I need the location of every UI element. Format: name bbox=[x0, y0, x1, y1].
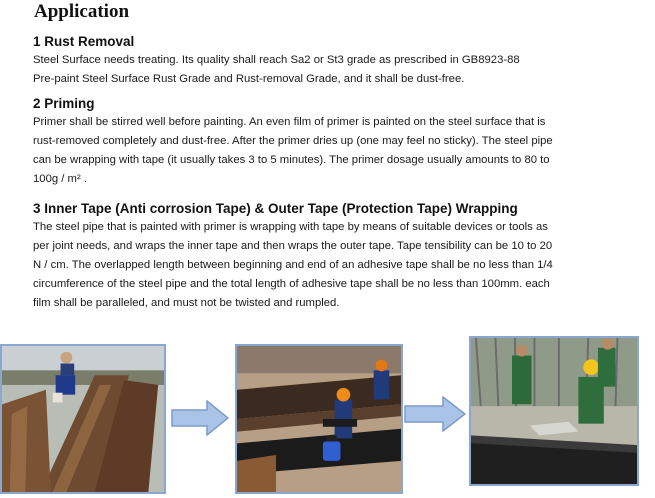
paragraph-line: per joint needs, and wraps the inner tape and then wraps the outer tape. Tape tensibility can be 10 to 20 bbox=[33, 240, 553, 252]
paragraph-line: circumference of the steel pipe and the total length of adhesive tape shall be no less than 100mm. each bbox=[33, 278, 550, 290]
paragraph-line: Pre-paint Steel Surface Rust Grade and Rust-removal Grade, and it shall be dust-free. bbox=[33, 73, 465, 85]
page-title: Application bbox=[34, 1, 130, 22]
paragraph-line: The steel pipe that is painted with primer is wrapping with tape by means of suitable devices or tools as bbox=[33, 221, 548, 233]
arrow-right-icon bbox=[404, 396, 466, 432]
wrapping-photo bbox=[469, 336, 639, 486]
paragraph-line: N / cm. The overlapped length between beginning and end of an adhesive tape shall be no less than 1/4 bbox=[33, 259, 553, 271]
section-heading: 3 Inner Tape (Anti corrosion Tape) & Outer Tape (Protection Tape) Wrapping bbox=[33, 201, 518, 216]
priming-photo bbox=[235, 344, 403, 494]
paragraph-line: can be wrapping with tape (it usually takes 3 to 5 minutes). The primer dosage usually amounts to 80 to bbox=[33, 154, 550, 166]
section-heading: 2 Priming bbox=[33, 96, 95, 111]
rust-removal-photo bbox=[0, 344, 166, 494]
arrow-right-icon bbox=[171, 400, 229, 436]
section-rust-removal bbox=[33, 33, 593, 89]
section-heading: 1 Rust Removal bbox=[33, 34, 135, 49]
section-priming bbox=[33, 95, 593, 189]
section-tape-wrapping bbox=[33, 200, 593, 313]
paragraph-line: 100g / m² . bbox=[33, 173, 87, 185]
paragraph-line: Primer shall be stirred well before painting. An even film of primer is painted on the steel surface that is bbox=[33, 116, 546, 128]
paragraph-line: film shall be paralleled, and must not be twisted and rumpled. bbox=[33, 297, 340, 309]
paragraph-line: rust-removed completely and dust-free. After the primer dries up (one may feel no sticky). The steel pipe bbox=[33, 135, 553, 147]
paragraph-line: Steel Surface needs treating. Its quality shall reach Sa2 or St3 grade as prescribed in GB8923-88 bbox=[33, 54, 520, 66]
